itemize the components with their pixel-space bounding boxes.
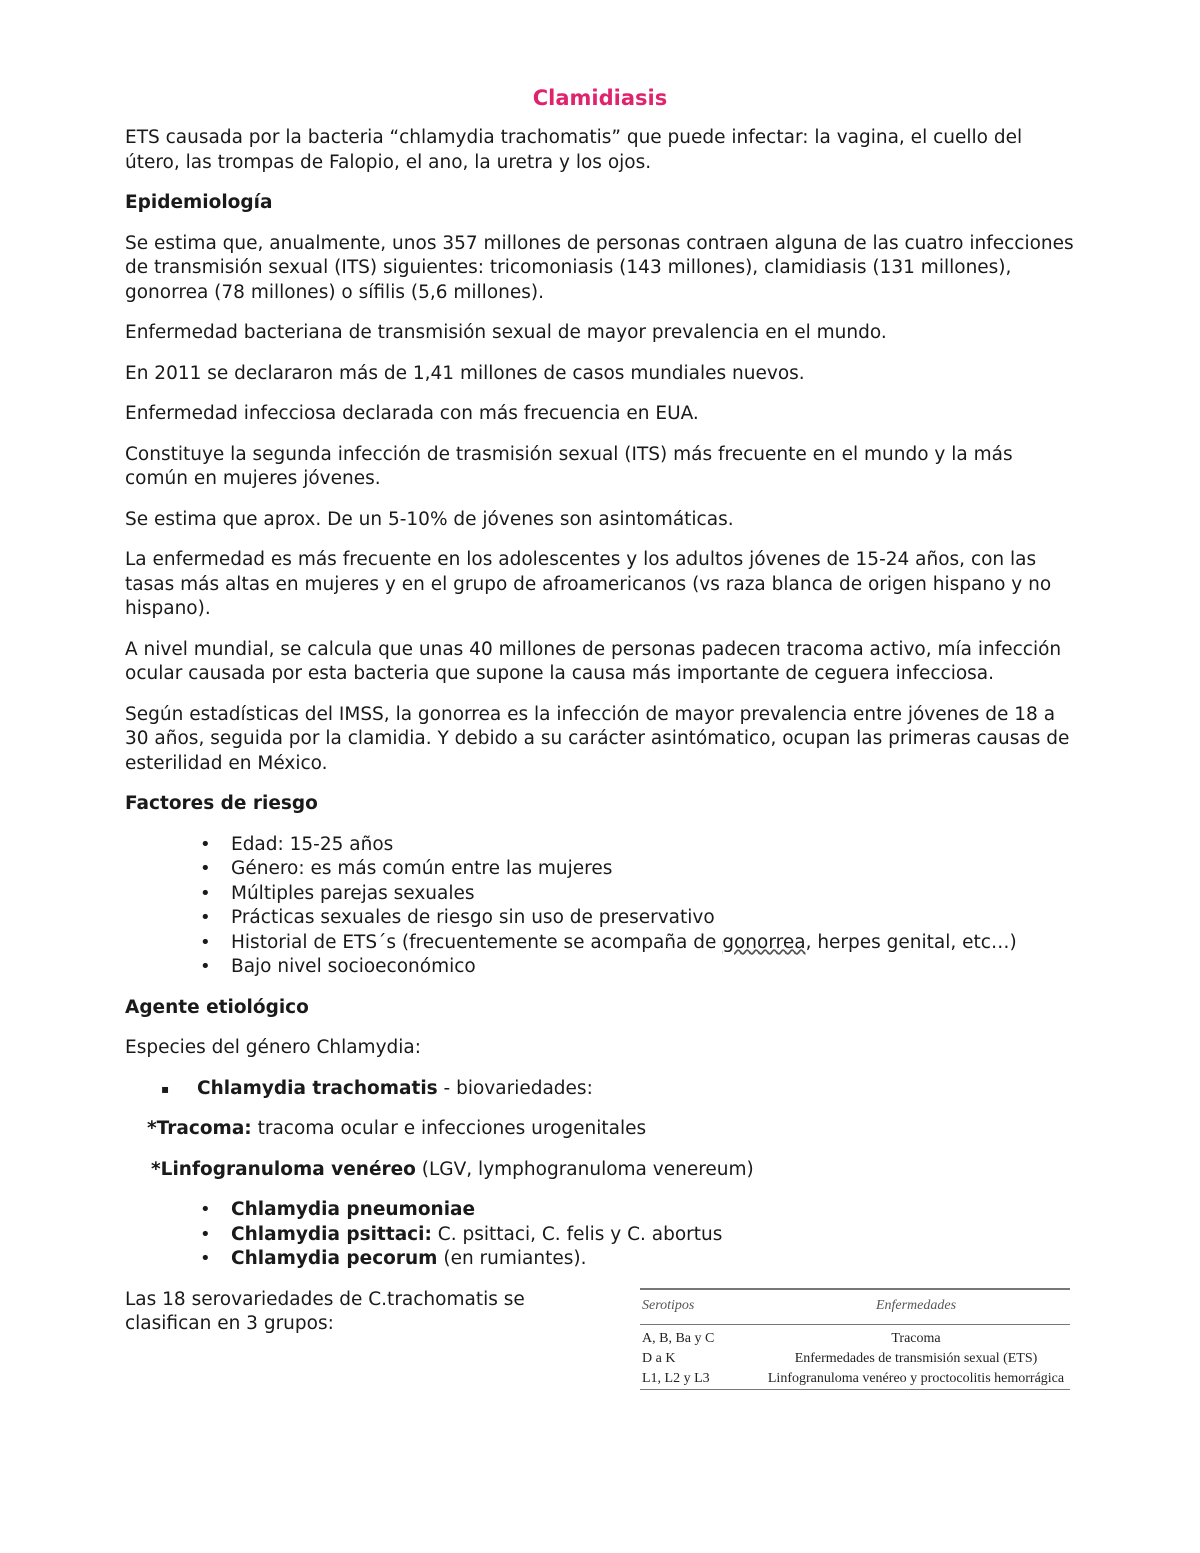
list-item: • Bajo nivel socioeconómico bbox=[125, 955, 1075, 980]
column-header: Serotipos bbox=[642, 1298, 695, 1314]
table-cell: Tracoma bbox=[891, 1330, 941, 1346]
list-item: • Género: es más común entre las mujeres bbox=[125, 857, 1075, 882]
biovar-text: tracoma ocular e infecciones urogenitales bbox=[251, 1118, 647, 1139]
table-row bbox=[640, 1329, 1070, 1349]
serotipos-table-image bbox=[640, 1288, 1070, 1390]
table-cell: D a K bbox=[642, 1350, 676, 1366]
epi-paragraph: Enfermedad infecciosa declarada con más frecuencia en EUA. bbox=[125, 403, 699, 424]
list-item bbox=[125, 931, 1075, 956]
table-cell: Enfermedades de transmisión sexual (ETS) bbox=[794, 1350, 1038, 1366]
list-item-text: , herpes genital, etc…) bbox=[805, 931, 1017, 953]
table-header bbox=[640, 1288, 1070, 1325]
epi-paragraph: La enfermedad es más frecuente en los adolescentes y los adultos jóvenes de 15-24 años, con las tasas más altas en mujeres y en el grupo de afroamericanos (vs raza blanca de origen hispano y no hispano). bbox=[125, 549, 1052, 619]
intro-paragraph: ETS causada por la bacteria “chlamydia trachomatis” que puede infectar: la vagina, el cuello del útero, las trompas de Falopio, el ano, la uretra y los ojos. bbox=[125, 127, 1023, 173]
spellcheck-underline: gonorrea bbox=[722, 931, 806, 953]
page-title: Clamidiasis bbox=[532, 86, 668, 110]
species-name: Chlamydia pecorum bbox=[231, 1248, 438, 1269]
epi-paragraph: Se estima que aprox. De un 5-10% de jóvenes son asintomáticas. bbox=[125, 508, 734, 530]
factores-list bbox=[125, 833, 1075, 980]
agente-heading: Agente etiológico bbox=[125, 996, 309, 1018]
list-item-text: - biovariedades: bbox=[437, 1077, 593, 1099]
table-row bbox=[640, 1349, 1070, 1369]
list-item: • Prácticas sexuales de riesgo sin uso de preservativo bbox=[125, 906, 1075, 931]
epi-paragraph: Constituye la segunda infección de trasmisión sexual (ITS) más frecuente en el mundo y la más común en mujeres jóvenes. bbox=[125, 443, 1013, 489]
table-cell: Linfogranuloma venéreo y proctocolitis hemorrágica bbox=[767, 1370, 1065, 1386]
epi-paragraph: Enfermedad bacteriana de transmisión sexual de mayor prevalencia en el mundo. bbox=[125, 322, 887, 343]
lgv-line bbox=[125, 1158, 1075, 1183]
epi-paragraph: En 2011 se declararon más de 1,41 millones de casos mundiales nuevos. bbox=[125, 362, 805, 384]
table-cell: L1, L2 y L3 bbox=[642, 1370, 710, 1386]
list-item bbox=[125, 1198, 1075, 1223]
agente-intro: Especies del género Chlamydia: bbox=[125, 1037, 421, 1058]
list-item-text: (en rumiantes). bbox=[437, 1248, 587, 1269]
epi-paragraph: Según estadísticas del IMSS, la gonorrea es la infección de mayor prevalencia entre jóvenes de 18 a 30 años, seguida por la clamidia. Y debido a su carácter asintómatico, ocupan las primeras causas de esterilidad en México. bbox=[125, 703, 1070, 774]
species-name: Chlamydia pneumoniae bbox=[231, 1199, 476, 1220]
serovar-section bbox=[125, 1288, 1075, 1408]
biovar-name: *Tracoma: bbox=[147, 1118, 252, 1139]
column-header: Enfermedades bbox=[875, 1298, 957, 1314]
table-row bbox=[640, 1369, 1070, 1390]
serovar-text: Las 18 serovariedades de C.trachomatis se clasifican en 3 grupos: bbox=[125, 1288, 525, 1334]
list-item: • Edad: 15-25 años bbox=[125, 833, 1075, 858]
table-cell: A, B, Ba y C bbox=[642, 1330, 715, 1346]
list-item bbox=[125, 1247, 1075, 1272]
trachomatis-list bbox=[125, 1077, 1075, 1102]
epi-paragraph: A nivel mundial, se calcula que unas 40 millones de personas padecen tracoma activo, mía infección ocular causada por esta bacteria que supone la causa más importante de ceguera infecciosa. bbox=[125, 638, 1062, 684]
epidemiologia-heading: Epidemiología bbox=[125, 192, 273, 213]
list-item bbox=[125, 1077, 1075, 1102]
species-name: Chlamydia trachomatis bbox=[197, 1077, 438, 1099]
list-item: • Múltiples parejas sexuales bbox=[125, 882, 1075, 907]
species-list bbox=[125, 1198, 1075, 1272]
factores-heading: Factores de riesgo bbox=[125, 793, 318, 814]
biovar-name: *Linfogranuloma venéreo bbox=[151, 1158, 416, 1180]
document-page bbox=[125, 82, 1075, 1408]
list-item-text: Historial de ETS´s (frecuentemente se acompaña de bbox=[231, 931, 723, 953]
epi-paragraph: Se estima que, anualmente, unos 357 millones de personas contraen alguna de las cuatro infecciones de transmisión sexual (ITS) siguientes: tricomoniasis (143 millones), clamidiasis (131 millones), gonorrea (78 millones) o sífilis (5,6 millones). bbox=[125, 232, 1074, 303]
tracoma-line bbox=[125, 1117, 1075, 1142]
biovar-text: (LGV, lymphogranuloma venereum) bbox=[415, 1158, 754, 1180]
species-name: Chlamydia psittaci: bbox=[231, 1223, 432, 1245]
list-item-text: C. psittaci, C. felis y C. abortus bbox=[431, 1223, 723, 1245]
list-item bbox=[125, 1223, 1075, 1248]
